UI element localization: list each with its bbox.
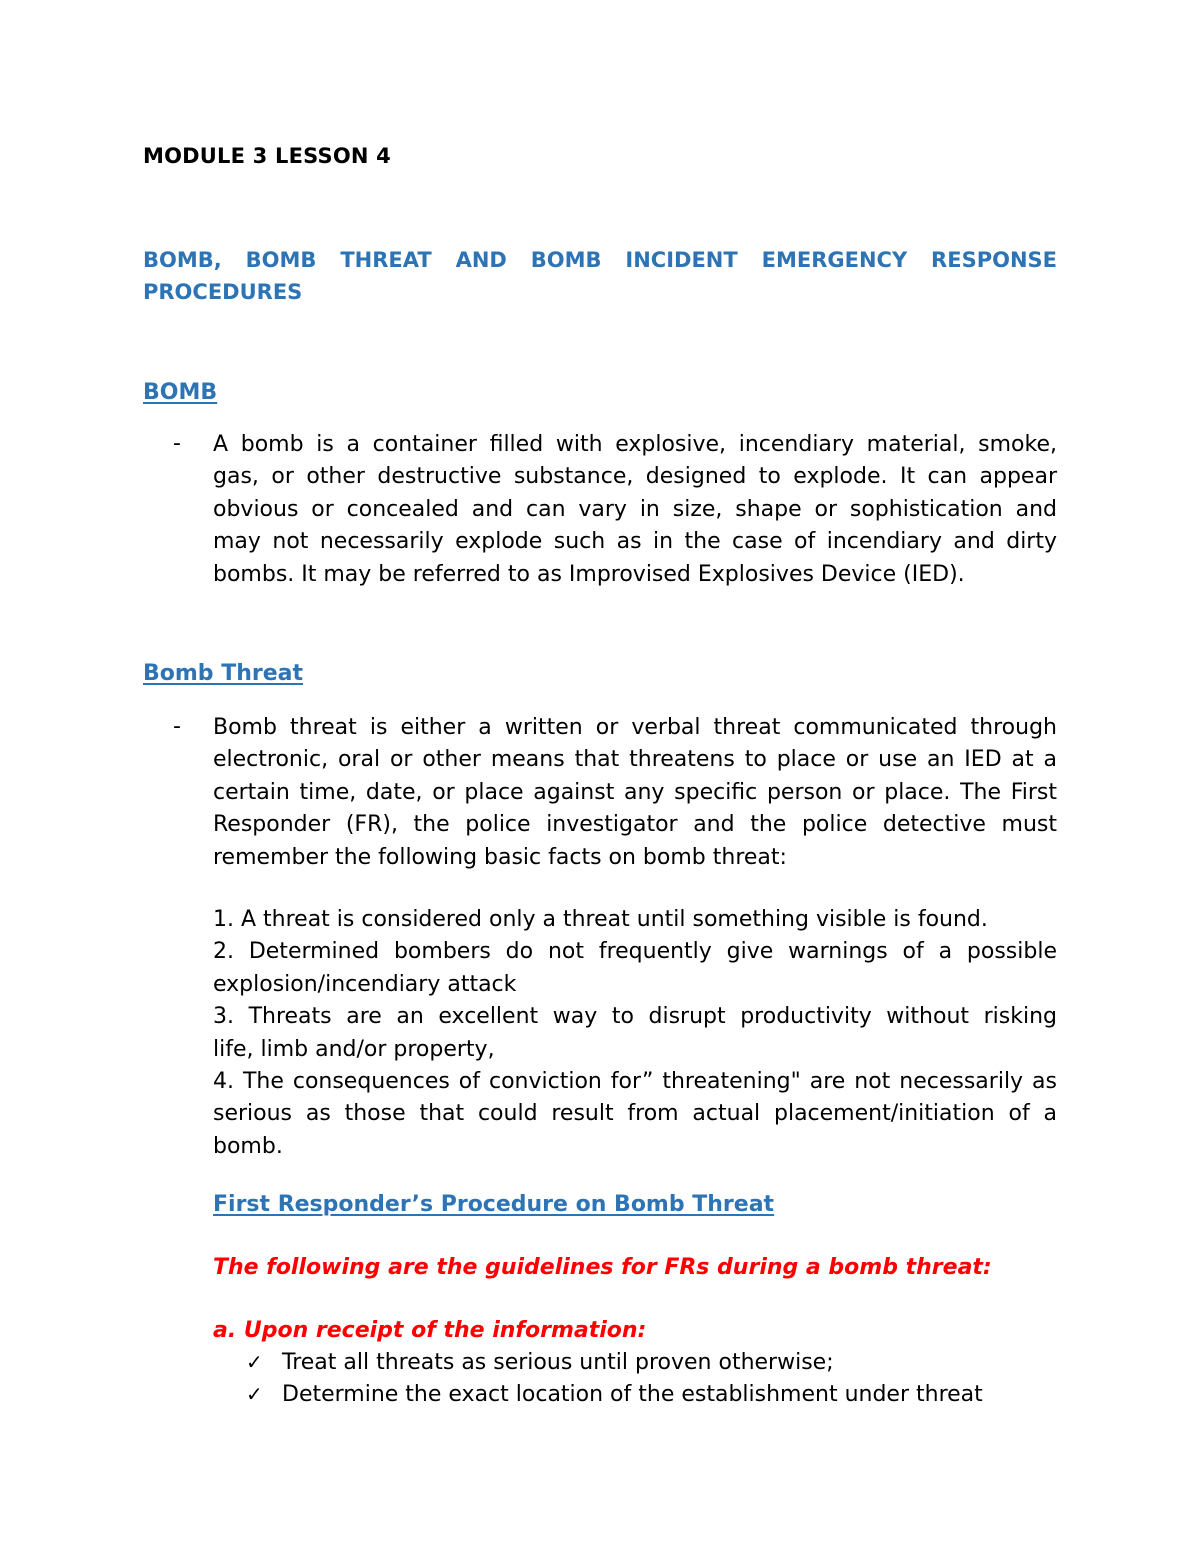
main-title [143,244,1057,308]
bomb-threat-facts-list [213,904,1057,1163]
paragraph-line: Bomb threat is either a written or verbal threat communicated through [213,715,1057,740]
fact-item-continued: explosion/incendiary attack [213,971,517,997]
bullet-dash: - [173,714,181,739]
checklist-item-text: Determine the exact location of the establishment under threat [282,1382,983,1407]
paragraph-line: may not necessarily explode such as in the case of incendiary and dirty [213,529,1057,555]
checklist-item [246,1382,983,1407]
module-title: MODULE 3 LESSON 4 [143,144,391,168]
fact-item: 2. Determined bombers do not frequently give warnings of a possible [213,939,1057,965]
paragraph-line: electronic, oral or other means that threatens to place or use an IED at a [213,747,1057,773]
bullet-dash: - [173,431,181,456]
guidelines-intro: The following are the guidelines for FRs during a bomb threat: [213,1255,992,1280]
section-heading-bomb: BOMB [143,380,218,405]
paragraph-line: Responder (FR), the police investigator and the police detective must [213,812,1057,838]
fact-item-continued: serious as those that could result from actual placement/initiation of a [213,1101,1057,1127]
paragraph-line: bombs. It may be referred to as Improvised Explosives Device (IED). [213,561,965,587]
fact-item: 3. Threats are an excellent way to disrupt productivity without risking [213,1004,1057,1030]
checkmark-icon: ✓ [246,1350,263,1374]
fact-item-continued: bomb. [213,1133,283,1159]
section-heading-first-responder-procedure: First Responder’s Procedure on Bomb Threat [213,1192,775,1217]
bomb-threat-definition-paragraph [213,712,1057,874]
bomb-definition-paragraph [213,429,1057,591]
section-heading-bomb-threat: Bomb Threat [143,661,304,686]
checklist-item [246,1350,834,1375]
paragraph-line: gas, or other destructive substance, designed to explode. It can appear [213,464,1057,490]
main-title-line-1: BOMB, BOMB THREAT AND BOMB INCIDENT EMERGENCY RESPONSE [143,248,1057,272]
paragraph-line: A bomb is a container filled with explosive, incendiary material, smoke, [213,432,1057,457]
fact-item: 4. The consequences of conviction for” threatening" are not necessarily as [213,1069,1057,1095]
checklist-item-text: Treat all threats as serious until proven otherwise; [282,1350,834,1375]
step-a-heading: a. Upon receipt of the information: [213,1318,647,1343]
fact-item: 1. A threat is considered only a threat until something visible is found. [213,907,988,932]
paragraph-line: certain time, date, or place against any specific person or place. The First [213,779,1057,805]
paragraph-line: obvious or concealed and can vary in size, shape or sophistication and [213,496,1057,522]
fact-item-continued: life, limb and/or property, [213,1036,495,1062]
paragraph-line: remember the following basic facts on bomb threat: [213,844,787,870]
checkmark-icon: ✓ [246,1382,263,1406]
main-title-line-2: PROCEDURES [143,280,303,304]
